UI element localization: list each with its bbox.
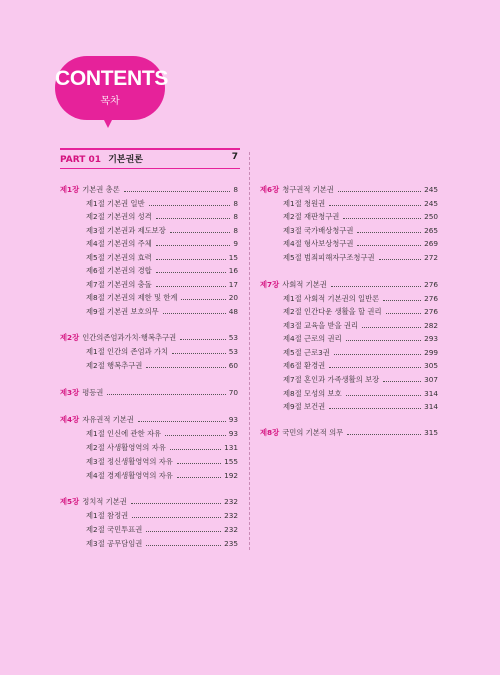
page-number: 276	[424, 294, 438, 303]
section-title: 제9절 기본권 보호의무	[86, 307, 159, 316]
page-number: 272	[424, 253, 438, 262]
page-number: 282	[424, 321, 438, 330]
page-number: 245	[424, 199, 438, 208]
contents-subtitle: 목차	[100, 96, 120, 107]
section-title: 제5절 근로3권	[283, 348, 330, 357]
section-title: 제5절 범죄피해자구조청구권	[283, 253, 375, 262]
toc-section[interactable]	[283, 321, 438, 331]
page-number: 276	[424, 307, 438, 316]
page-number: 315	[424, 428, 438, 437]
toc-section[interactable]	[86, 347, 238, 357]
page-number: 232	[224, 511, 238, 520]
part-name: 기본권론	[108, 155, 143, 165]
section-title: 제2절 기본권의 성격	[86, 212, 152, 221]
toc-section[interactable]	[86, 280, 238, 290]
chapter-title: 청구권적 기본권	[282, 185, 334, 194]
page-number: 53	[228, 333, 238, 342]
toc-section[interactable]	[86, 511, 238, 521]
section-title: 제3절 기본권과 제도보장	[86, 226, 166, 235]
toc-section[interactable]	[86, 457, 238, 467]
section-title: 제1절 사회적 기본권의 일반론	[283, 294, 380, 303]
page-number: 299	[424, 348, 438, 357]
toc-section[interactable]	[86, 293, 238, 303]
toc-section[interactable]	[283, 226, 438, 236]
part-page: 7	[231, 152, 238, 162]
page-number: 9	[233, 239, 238, 248]
page-number: 60	[228, 361, 238, 370]
page-number: 314	[424, 402, 438, 411]
toc-section[interactable]	[86, 361, 238, 371]
section-title: 제3절 국가배상청구권	[283, 226, 354, 235]
section-title: 제3절 공무담임권	[86, 539, 143, 548]
part-number: PART 01	[60, 155, 102, 165]
chapter-title: 국민의 기본적 의무	[282, 428, 344, 437]
section-title: 제3절 교육을 받을 권리	[283, 321, 359, 330]
section-title: 제2절 사생활영역의 자유	[86, 443, 166, 452]
section-title: 제4절 기본권의 주체	[86, 239, 152, 248]
page-number: 131	[224, 443, 238, 452]
section-title: 제7절 혼인과 가족생활의 보장	[283, 375, 380, 384]
toc-chapter[interactable]	[60, 497, 238, 507]
chapter-title: 인간의존엄과가치·행복추구권	[82, 333, 177, 342]
toc-section[interactable]	[86, 253, 238, 263]
section-title: 제1절 인신에 관한 자유	[86, 429, 162, 438]
section-title: 제2절 국민투표권	[86, 525, 143, 534]
page-number: 8	[233, 199, 238, 208]
page-number: 48	[228, 307, 238, 316]
page-number: 269	[424, 239, 438, 248]
section-title: 제2절 인간다운 생활을 할 권리	[283, 307, 382, 316]
toc-section[interactable]	[283, 375, 438, 385]
chapter-number: 제4장	[60, 415, 80, 424]
toc-section[interactable]	[283, 212, 438, 222]
badge-tail	[100, 112, 116, 128]
toc-chapter[interactable]	[60, 388, 238, 398]
toc-section[interactable]	[283, 253, 438, 263]
page-number: 245	[424, 185, 438, 194]
section-title: 제8절 기본권의 제한 및 한계	[86, 293, 178, 302]
section-title: 제1절 기본권 일반	[86, 199, 145, 208]
toc-section[interactable]	[86, 239, 238, 249]
page-number: 250	[424, 212, 438, 221]
section-title: 제1절 참정권	[86, 511, 129, 520]
toc-section[interactable]	[86, 429, 238, 439]
page-number: 265	[424, 226, 438, 235]
chapter-number: 제7장	[260, 280, 280, 289]
toc-section[interactable]	[283, 348, 438, 358]
section-title: 제6절 기본권의 경합	[86, 266, 152, 275]
page-number: 293	[424, 334, 438, 343]
page-number: 16	[228, 266, 238, 275]
toc-section[interactable]	[283, 361, 438, 371]
toc-chapter[interactable]	[60, 415, 238, 425]
section-title: 제7절 기본권의 충돌	[86, 280, 152, 289]
page-number: 20	[228, 293, 238, 302]
toc-section[interactable]	[283, 389, 438, 399]
section-title: 제5절 기본권의 효력	[86, 253, 152, 262]
page-number: 93	[228, 429, 238, 438]
toc-section[interactable]	[86, 199, 238, 209]
section-title: 제1절 청원권	[283, 199, 326, 208]
page-number: 8	[233, 212, 238, 221]
page-number: 15	[228, 253, 238, 262]
toc-section[interactable]	[283, 239, 438, 249]
page-number: 8	[233, 226, 238, 235]
chapter-number: 제6장	[260, 185, 280, 194]
page-number: 192	[224, 471, 238, 480]
chapter-title: 자유권적 기본권	[82, 415, 134, 424]
section-title: 제2절 행복추구권	[86, 361, 143, 370]
section-title: 제8절 모성의 보호	[283, 389, 342, 398]
page-number: 70	[228, 388, 238, 397]
toc-section[interactable]	[283, 294, 438, 304]
chapter-title: 정치적 기본권	[82, 497, 127, 506]
page-number: 276	[424, 280, 438, 289]
toc-chapter[interactable]	[260, 428, 438, 438]
page-number: 314	[424, 389, 438, 398]
toc-section[interactable]	[86, 266, 238, 276]
page-number: 232	[224, 497, 238, 506]
page-number: 17	[228, 280, 238, 289]
section-title: 제4절 경제생활영역의 자유	[86, 471, 173, 480]
chapter-number: 제5장	[60, 497, 80, 506]
chapter-title: 기본권 총론	[82, 185, 120, 194]
toc-section[interactable]	[283, 307, 438, 317]
toc-chapter[interactable]	[60, 333, 238, 343]
section-title: 제9절 보건권	[283, 402, 326, 411]
chapter-title: 평등권	[82, 388, 104, 397]
page-number: 53	[228, 347, 238, 356]
section-title: 제4절 근로의 권리	[283, 334, 342, 343]
chapter-title: 사회적 기본권	[282, 280, 327, 289]
section-title: 제6절 환경권	[283, 361, 326, 370]
toc-section[interactable]	[86, 226, 238, 236]
toc-section[interactable]	[86, 471, 238, 481]
section-title: 제4절 형사보상청구권	[283, 239, 354, 248]
toc-section[interactable]	[283, 334, 438, 344]
toc-section[interactable]	[283, 402, 438, 412]
part-header	[60, 148, 240, 169]
section-title: 제1절 인간의 존엄과 가치	[86, 347, 169, 356]
toc-section[interactable]	[86, 212, 238, 222]
page-number: 93	[228, 415, 238, 424]
toc-chapter[interactable]	[260, 185, 438, 195]
chapter-number: 제3장	[60, 388, 80, 397]
section-title: 제3절 정신생활영역의 자유	[86, 457, 173, 466]
toc-section[interactable]	[86, 539, 238, 549]
toc-section[interactable]	[86, 525, 238, 535]
page-number: 232	[224, 525, 238, 534]
page-number: 155	[224, 457, 238, 466]
toc-chapter[interactable]	[260, 280, 438, 290]
contents-badge	[55, 56, 169, 120]
chapter-number: 제1장	[60, 185, 80, 194]
page-number: 8	[233, 185, 238, 194]
section-title: 제2절 재판청구권	[283, 212, 340, 221]
page-number: 307	[424, 375, 438, 384]
contents-title: CONTENTS	[55, 67, 169, 90]
toc-section[interactable]	[283, 199, 438, 209]
toc-chapter[interactable]	[60, 185, 238, 195]
toc-section[interactable]	[86, 307, 238, 317]
toc-section[interactable]	[86, 443, 238, 453]
page-number: 305	[424, 361, 438, 370]
chapter-number: 제2장	[60, 333, 80, 342]
column-divider	[249, 152, 250, 550]
page-number: 235	[224, 539, 238, 548]
chapter-number: 제8장	[260, 428, 280, 437]
